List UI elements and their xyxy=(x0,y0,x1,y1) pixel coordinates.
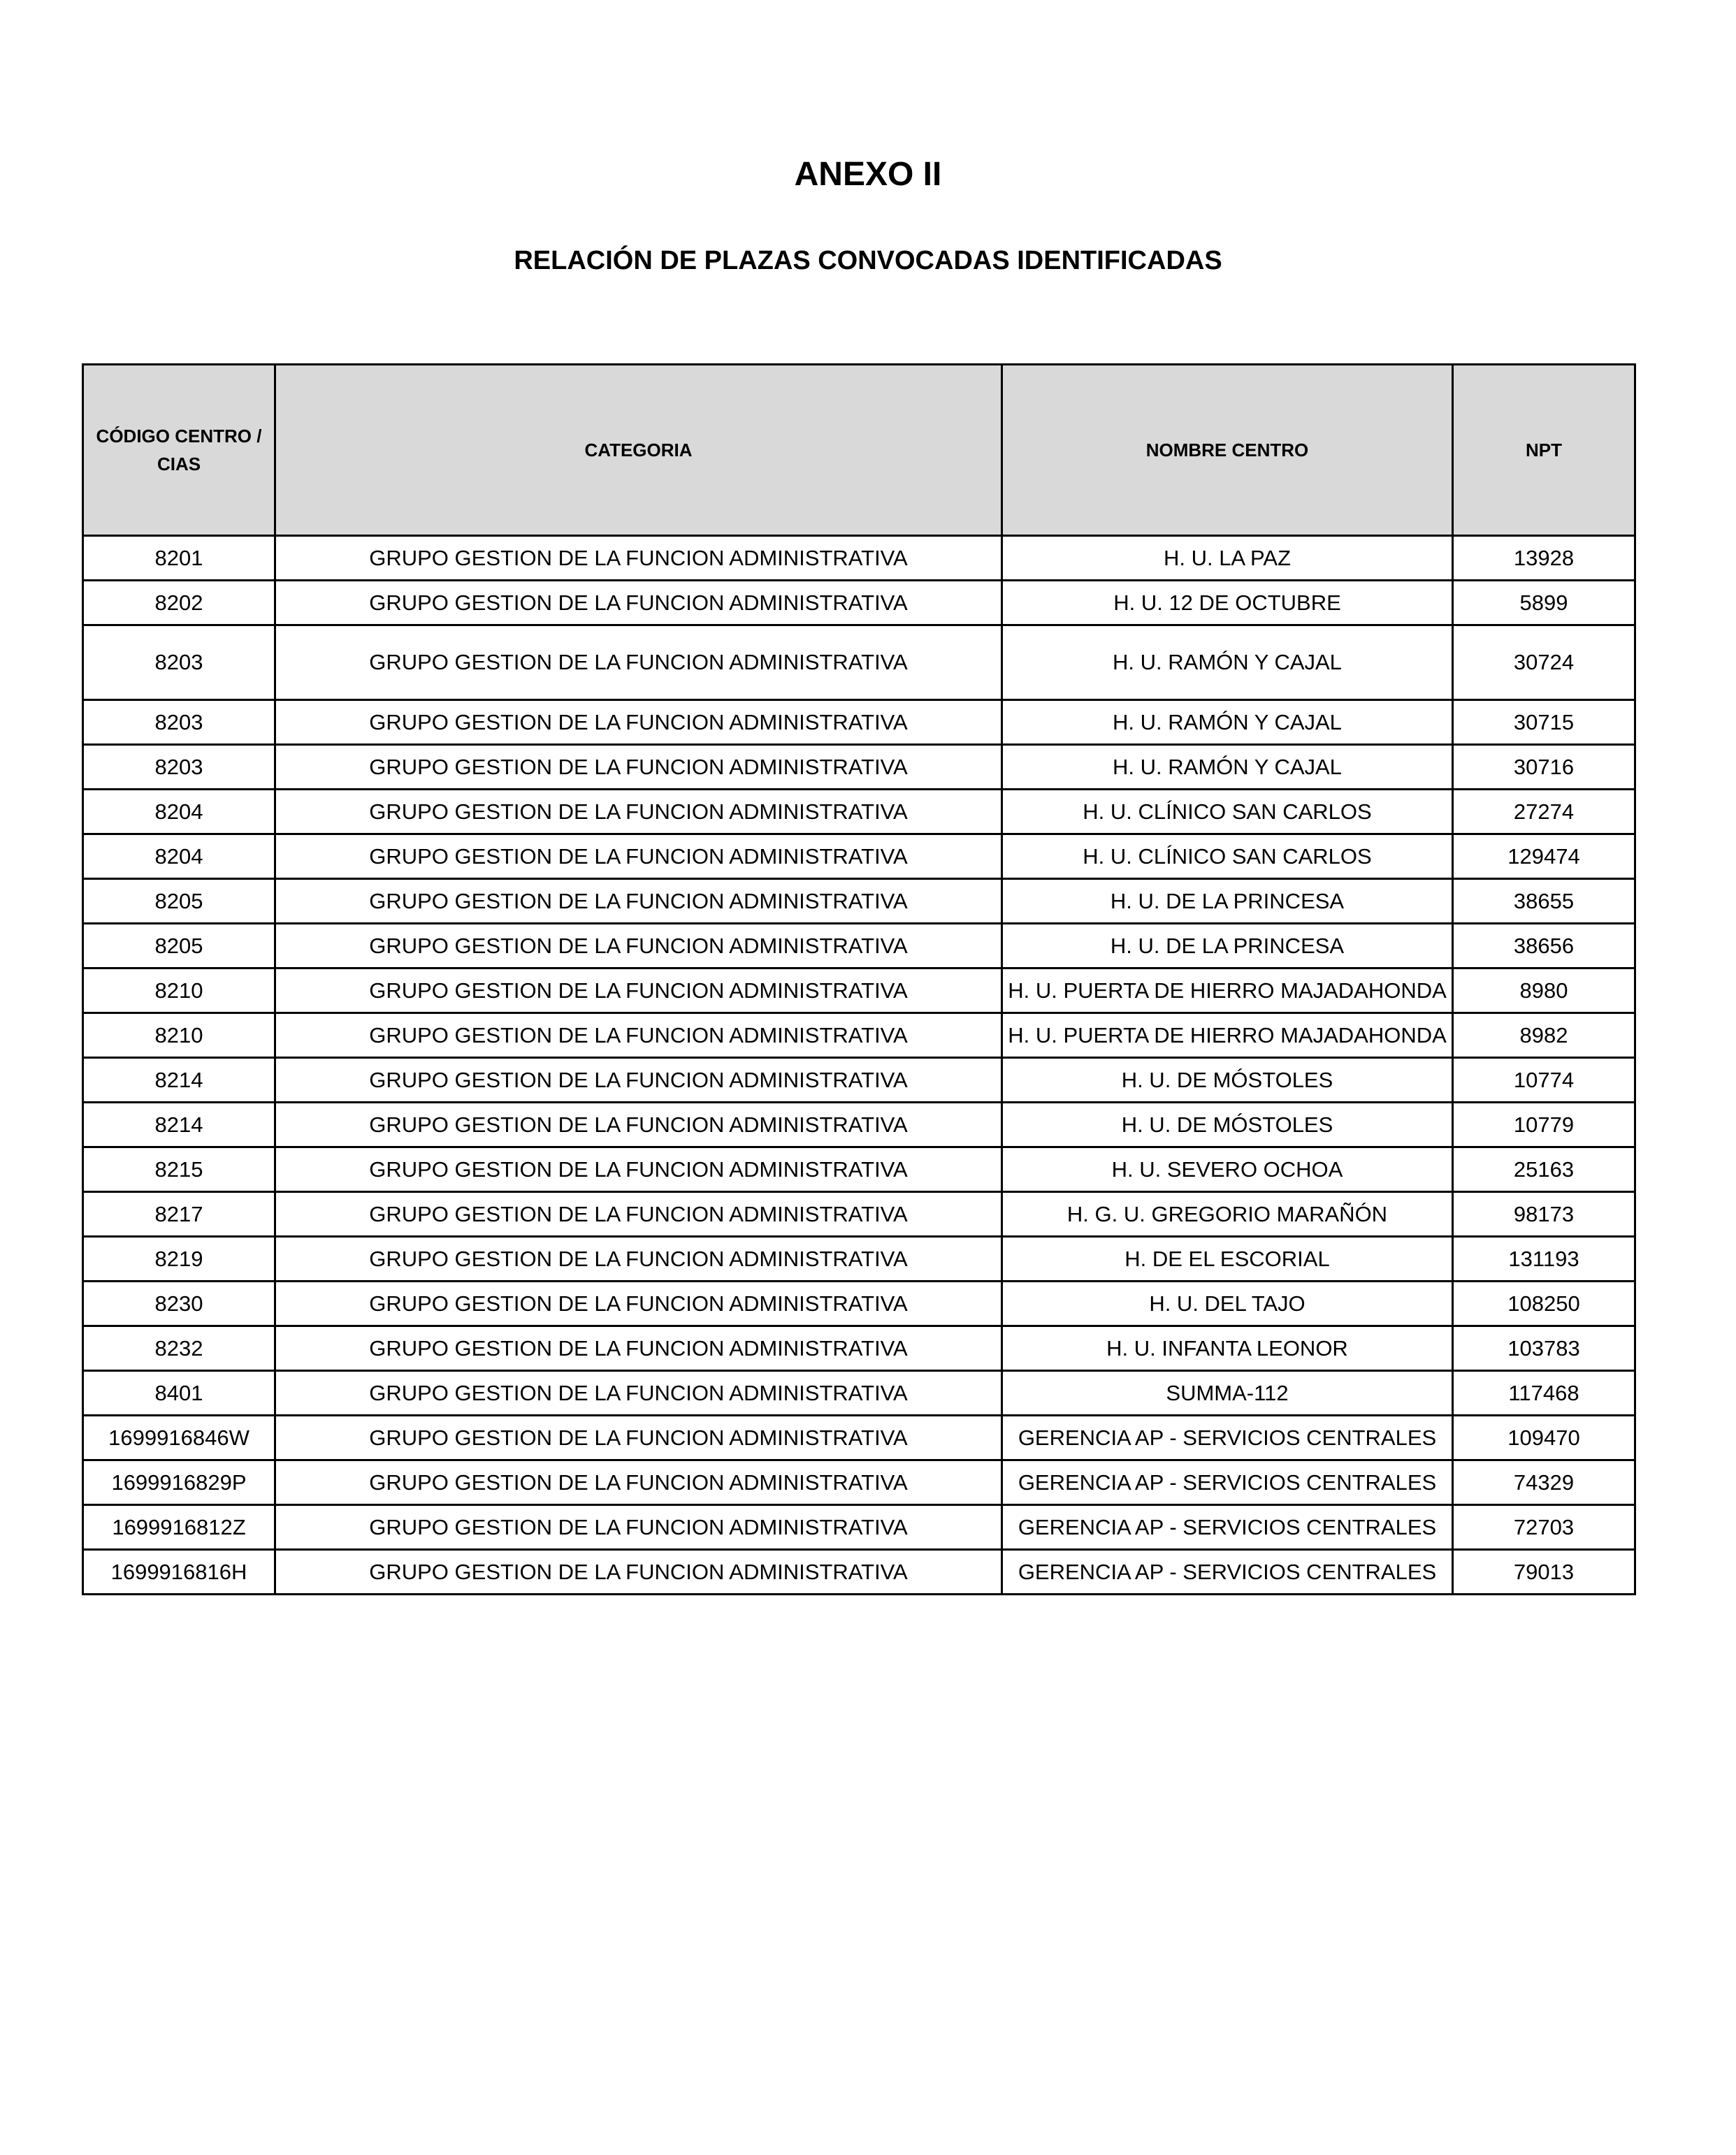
header-nombre-centro: NOMBRE CENTRO xyxy=(1002,365,1453,536)
cell-npt: 98173 xyxy=(1453,1192,1635,1237)
cell-npt: 103783 xyxy=(1453,1326,1635,1371)
cell-categoria: GRUPO GESTION DE LA FUNCION ADMINISTRATIVA xyxy=(275,924,1002,968)
cell-categoria: GRUPO GESTION DE LA FUNCION ADMINISTRATIVA xyxy=(275,1237,1002,1282)
document-subtitle: RELACIÓN DE PLAZAS CONVOCADAS IDENTIFICADAS xyxy=(514,246,1222,275)
cell-categoria: GRUPO GESTION DE LA FUNCION ADMINISTRATIVA xyxy=(275,1371,1002,1416)
cell-nombre-centro: H. U. PUERTA DE HIERRO MAJADAHONDA xyxy=(1002,1013,1453,1058)
cell-nombre-centro: H. U. INFANTA LEONOR xyxy=(1002,1326,1453,1371)
cell-npt: 117468 xyxy=(1453,1371,1635,1416)
cell-nombre-centro: H. U. DE LA PRINCESA xyxy=(1002,879,1453,924)
cell-nombre-centro: GERENCIA AP - SERVICIOS CENTRALES xyxy=(1002,1416,1453,1460)
cell-npt: 108250 xyxy=(1453,1282,1635,1326)
cell-npt: 5899 xyxy=(1453,581,1635,625)
cell-npt: 30724 xyxy=(1453,625,1635,700)
cell-npt: 10774 xyxy=(1453,1058,1635,1103)
cell-codigo-centro: 8205 xyxy=(83,924,275,968)
table-row xyxy=(83,1460,1635,1505)
cell-categoria: GRUPO GESTION DE LA FUNCION ADMINISTRATIVA xyxy=(275,1147,1002,1192)
cell-codigo-centro: 8210 xyxy=(83,1013,275,1058)
table-row xyxy=(83,1058,1635,1103)
cell-nombre-centro: GERENCIA AP - SERVICIOS CENTRALES xyxy=(1002,1505,1453,1550)
table-row xyxy=(83,581,1635,625)
cell-codigo-centro: 8401 xyxy=(83,1371,275,1416)
cell-npt: 8980 xyxy=(1453,968,1635,1013)
table-row xyxy=(83,1505,1635,1550)
cell-npt: 72703 xyxy=(1453,1505,1635,1550)
table-row xyxy=(83,790,1635,834)
cell-nombre-centro: GERENCIA AP - SERVICIOS CENTRALES xyxy=(1002,1550,1453,1595)
cell-codigo-centro: 8205 xyxy=(83,879,275,924)
header-categoria: CATEGORIA xyxy=(275,365,1002,536)
cell-nombre-centro: H. U. CLÍNICO SAN CARLOS xyxy=(1002,834,1453,879)
cell-codigo-centro: 8203 xyxy=(83,745,275,790)
cell-codigo-centro: 8202 xyxy=(83,581,275,625)
cell-categoria: GRUPO GESTION DE LA FUNCION ADMINISTRATIVA xyxy=(275,581,1002,625)
table-row xyxy=(83,1326,1635,1371)
cell-npt: 8982 xyxy=(1453,1013,1635,1058)
cell-codigo-centro: 8203 xyxy=(83,625,275,700)
cell-npt: 74329 xyxy=(1453,1460,1635,1505)
cell-codigo-centro: 1699916829P xyxy=(83,1460,275,1505)
cell-codigo-centro: 8215 xyxy=(83,1147,275,1192)
cell-nombre-centro: H. U. RAMÓN Y CAJAL xyxy=(1002,625,1453,700)
document-title: ANEXO II xyxy=(794,156,942,193)
cell-nombre-centro: H. U. LA PAZ xyxy=(1002,536,1453,581)
cell-npt: 38655 xyxy=(1453,879,1635,924)
header-npt: NPT xyxy=(1453,365,1635,536)
cell-nombre-centro: H. U. DE MÓSTOLES xyxy=(1002,1058,1453,1103)
cell-nombre-centro: H. U. PUERTA DE HIERRO MAJADAHONDA xyxy=(1002,968,1453,1013)
cell-codigo-centro: 8219 xyxy=(83,1237,275,1282)
cell-npt: 13928 xyxy=(1453,536,1635,581)
cell-codigo-centro: 8230 xyxy=(83,1282,275,1326)
cell-nombre-centro: H. DE EL ESCORIAL xyxy=(1002,1237,1453,1282)
table-row xyxy=(83,536,1635,581)
cell-codigo-centro: 8214 xyxy=(83,1058,275,1103)
cell-categoria: GRUPO GESTION DE LA FUNCION ADMINISTRATIVA xyxy=(275,700,1002,745)
table-row xyxy=(83,879,1635,924)
cell-categoria: GRUPO GESTION DE LA FUNCION ADMINISTRATIVA xyxy=(275,1416,1002,1460)
table-row xyxy=(83,834,1635,879)
cell-categoria: GRUPO GESTION DE LA FUNCION ADMINISTRATIVA xyxy=(275,1192,1002,1237)
cell-codigo-centro: 8203 xyxy=(83,700,275,745)
cell-nombre-centro: H. U. RAMÓN Y CAJAL xyxy=(1002,745,1453,790)
cell-categoria: GRUPO GESTION DE LA FUNCION ADMINISTRATIVA xyxy=(275,968,1002,1013)
cell-categoria: GRUPO GESTION DE LA FUNCION ADMINISTRATIVA xyxy=(275,834,1002,879)
cell-npt: 25163 xyxy=(1453,1147,1635,1192)
cell-npt: 109470 xyxy=(1453,1416,1635,1460)
cell-nombre-centro: H. U. DEL TAJO xyxy=(1002,1282,1453,1326)
cell-categoria: GRUPO GESTION DE LA FUNCION ADMINISTRATIVA xyxy=(275,1282,1002,1326)
cell-codigo-centro: 8210 xyxy=(83,968,275,1013)
cell-nombre-centro: GERENCIA AP - SERVICIOS CENTRALES xyxy=(1002,1460,1453,1505)
table-row xyxy=(83,625,1635,700)
cell-categoria: GRUPO GESTION DE LA FUNCION ADMINISTRATIVA xyxy=(275,536,1002,581)
cell-npt: 30716 xyxy=(1453,745,1635,790)
cell-codigo-centro: 1699916816H xyxy=(83,1550,275,1595)
cell-npt: 30715 xyxy=(1453,700,1635,745)
table-row xyxy=(83,1371,1635,1416)
table-body xyxy=(83,536,1635,1595)
cell-categoria: GRUPO GESTION DE LA FUNCION ADMINISTRATIVA xyxy=(275,1550,1002,1595)
table-row xyxy=(83,700,1635,745)
cell-nombre-centro: H. U. SEVERO OCHOA xyxy=(1002,1147,1453,1192)
cell-nombre-centro: H. U. 12 DE OCTUBRE xyxy=(1002,581,1453,625)
table-row xyxy=(83,1192,1635,1237)
cell-npt: 79013 xyxy=(1453,1550,1635,1595)
table-row xyxy=(83,924,1635,968)
cell-categoria: GRUPO GESTION DE LA FUNCION ADMINISTRATIVA xyxy=(275,1103,1002,1147)
cell-categoria: GRUPO GESTION DE LA FUNCION ADMINISTRATIVA xyxy=(275,1058,1002,1103)
table-row xyxy=(83,1282,1635,1326)
table-row xyxy=(83,968,1635,1013)
cell-nombre-centro: H. U. DE LA PRINCESA xyxy=(1002,924,1453,968)
cell-categoria: GRUPO GESTION DE LA FUNCION ADMINISTRATIVA xyxy=(275,879,1002,924)
cell-codigo-centro: 8201 xyxy=(83,536,275,581)
plazas-table xyxy=(82,363,1636,1595)
header-codigo-centro: CÓDIGO CENTRO / CIAS xyxy=(83,365,275,536)
cell-categoria: GRUPO GESTION DE LA FUNCION ADMINISTRATIVA xyxy=(275,625,1002,700)
table-row xyxy=(83,1550,1635,1595)
table-row xyxy=(83,745,1635,790)
cell-npt: 27274 xyxy=(1453,790,1635,834)
cell-codigo-centro: 8232 xyxy=(83,1326,275,1371)
cell-nombre-centro: H. U. CLÍNICO SAN CARLOS xyxy=(1002,790,1453,834)
cell-npt: 38656 xyxy=(1453,924,1635,968)
cell-categoria: GRUPO GESTION DE LA FUNCION ADMINISTRATIVA xyxy=(275,790,1002,834)
cell-codigo-centro: 1699916812Z xyxy=(83,1505,275,1550)
table-row xyxy=(83,1147,1635,1192)
cell-npt: 10779 xyxy=(1453,1103,1635,1147)
cell-npt: 131193 xyxy=(1453,1237,1635,1282)
cell-codigo-centro: 8204 xyxy=(83,790,275,834)
cell-categoria: GRUPO GESTION DE LA FUNCION ADMINISTRATIVA xyxy=(275,1326,1002,1371)
cell-codigo-centro: 8214 xyxy=(83,1103,275,1147)
cell-categoria: GRUPO GESTION DE LA FUNCION ADMINISTRATIVA xyxy=(275,1013,1002,1058)
cell-nombre-centro: H. U. DE MÓSTOLES xyxy=(1002,1103,1453,1147)
table-row xyxy=(83,1013,1635,1058)
cell-nombre-centro: H. G. U. GREGORIO MARAÑÓN xyxy=(1002,1192,1453,1237)
table-row xyxy=(83,1237,1635,1282)
cell-codigo-centro: 8204 xyxy=(83,834,275,879)
cell-nombre-centro: H. U. RAMÓN Y CAJAL xyxy=(1002,700,1453,745)
cell-codigo-centro: 1699916846W xyxy=(83,1416,275,1460)
cell-categoria: GRUPO GESTION DE LA FUNCION ADMINISTRATIVA xyxy=(275,1460,1002,1505)
table-row xyxy=(83,1103,1635,1147)
cell-nombre-centro: SUMMA-112 xyxy=(1002,1371,1453,1416)
cell-codigo-centro: 8217 xyxy=(83,1192,275,1237)
cell-categoria: GRUPO GESTION DE LA FUNCION ADMINISTRATIVA xyxy=(275,1505,1002,1550)
cell-npt: 129474 xyxy=(1453,834,1635,879)
cell-categoria: GRUPO GESTION DE LA FUNCION ADMINISTRATIVA xyxy=(275,745,1002,790)
table-header-row xyxy=(83,365,1635,536)
table-row xyxy=(83,1416,1635,1460)
